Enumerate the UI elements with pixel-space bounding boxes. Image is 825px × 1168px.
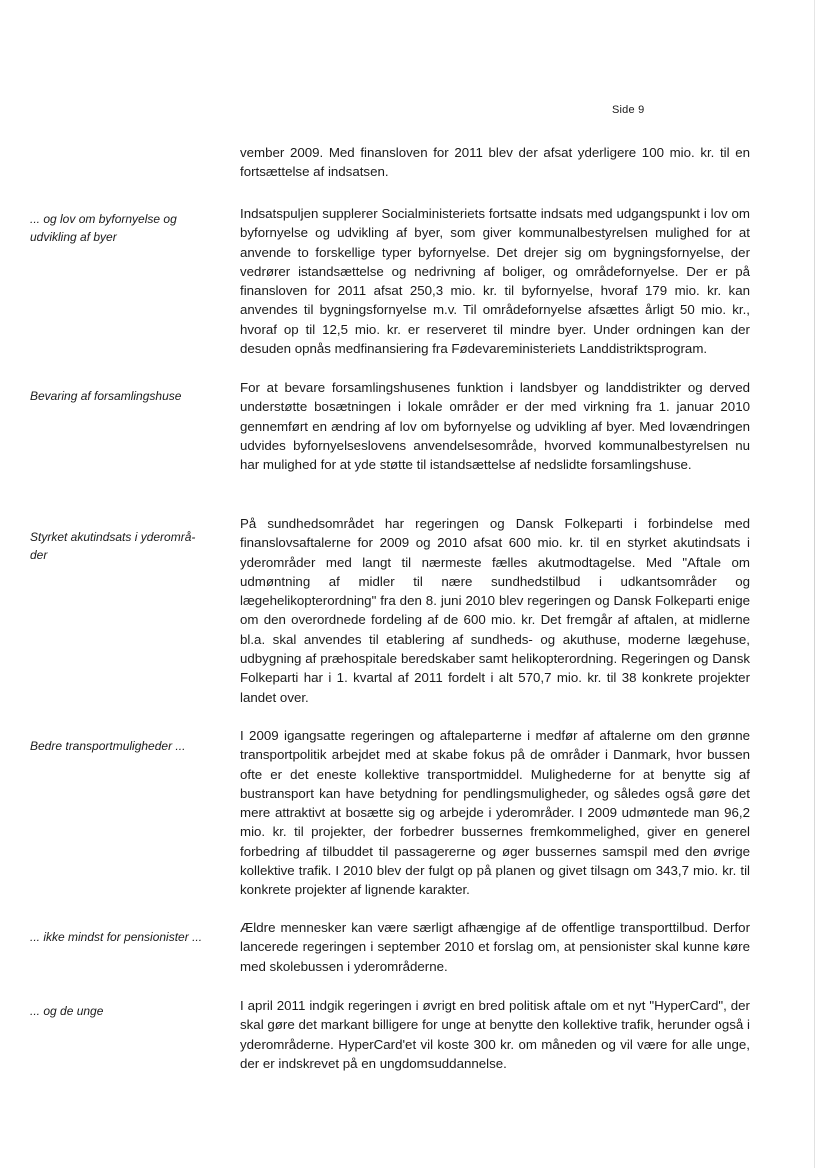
paragraph-transport: I 2009 igangsatte regeringen og aftaleparterne i medfør af aftalerne om den grønne transportpolitik arbejdet med at skabe fokus på de områder i Danmark, hvor bussen ofte er det eneste kollektive transportmiddel. Mulighederne for at benytte sig af bustransport kan have betydning for pendlingsmuligheder, og således også gøre det mere attraktivt at bosætte sig og arbejde i yderområder. I 2009 udmøntede man 96,2 mio. kr. til projekter, der forbedrer bussernes fremkommelighed, giver en generel forbedring af tilbuddet til passagererne og øger bussernes samspil med den øvrige kollektive trafik. I 2010 blev der fulgt op på planen og givet tilsagn om 343,7 mio. kr. til konkrete projekter af lignende karakter. (240, 728, 750, 898)
paragraph-akutindsats: På sundhedsområdet har regeringen og Dansk Folkeparti i forbindelse med finanslovsaftalerne for 2009 og 2010 afsat 600 mio. kr. til en styrket akutindsats i yderområder med langt til nærmeste fælles akutmodtagelse. Med "Aftale om udmøntning af midler til nære sundhedstilbud i udkantsområder og lægehelikopterordning" fra den 8. juni 2010 blev regeringen og Dansk Folkeparti enige om den overordnede fordeling af de 600 mio. kr. Det fremgår af aftalen, at midlerne bl.a. skal anvendes til etablering af sundheds- og akuthuse, moderne lægehuse, udbygning af præhospitale beredskaber samt helikopterordning. Regeringen og Dansk Folkeparti har i 1. kvartal af 2011 fordelt i alt 570,7 mio. kr. til 38 konkrete projekter landet over. (240, 516, 750, 705)
page-number: Side 9 (612, 104, 645, 116)
side-note-byfornyelse: ... og lov om byfornyelse og udvikling af byer (30, 212, 177, 244)
side-note-transport: Bedre transportmuligheder ... (30, 739, 186, 753)
paragraph-unge: I april 2011 indgik regeringen i øvrigt en bred politisk aftale om et nyt "HyperCard", der skal gøre det markant billigere for unge at benytte den kollektive trafik, herunder også i yderområderne. HyperCard'et vil koste 300 kr. om måneden og vil være for alle unge, der er indskrevet på en ungdomsuddannelse. (240, 998, 750, 1071)
side-note-akutindsats: Styrket akutindsats i yderområ-der (30, 530, 196, 562)
side-note-forsamlingshuse: Bevaring af forsamlingshuse (30, 389, 182, 403)
paragraph-forsamlingshuse: For at bevare forsamlingshusenes funktion i landsbyer og landdistrikter og derved understøtte bosætningen i lokale områder er der med virkning fra 1. januar 2010 gennemført en ændring af lov om byfornyelse og udvikling af byer. Med lovændringen udvides byfornyelseslovens anvendelsesområde, hvorved kommunalbestyrelsen nu har mulighed for at yde støtte til istandsættelse af nedslidte forsamlingshuse. (240, 380, 750, 473)
scan-edge-line (814, 0, 815, 1168)
paragraph-pensionister: Ældre mennesker kan være særligt afhængige af de offentlige transporttilbud. Derfor lancerede regeringen i september 2010 et forslag om, at pensionister skal kunne køre med skolebussen i yderområderne. (240, 920, 750, 974)
side-note-pensionister: ... ikke mindst for pensionister ... (30, 930, 203, 944)
side-note-unge: ... og de unge (30, 1004, 104, 1018)
paragraph-continuation: vember 2009. Med finansloven for 2011 blev der afsat yderligere 100 mio. kr. til en fortsættelse af indsatsen. (240, 145, 750, 180)
paragraph-byfornyelse: Indsatspuljen supplerer Socialministeriets fortsatte indsats med udgangspunkt i lov om byfornyelse og udvikling af byer, som giver kommunalbestyrelsen mulighed for at anvende to forskellige typer byfornyelse. Det drejer sig om bygningsfornyelse, der vedrører istandsættelse og nedrivning af boliger, og områdefornyelse. Der er på finansloven for 2011 afsat 250,3 mio. kr. til byfornyelse, hvoraf 179 mio. kr. kan anvendes til bygningsfornyelse m.v. Til områdefornyelse afsættes årligt 50 mio. kr., hvoraf op til 12,5 mio. kr. er reserveret til mindre byer. Under ordningen kan der desuden opnås medfinansiering fra Fødevareministeriets Landdistriktsprogram. (240, 206, 750, 357)
